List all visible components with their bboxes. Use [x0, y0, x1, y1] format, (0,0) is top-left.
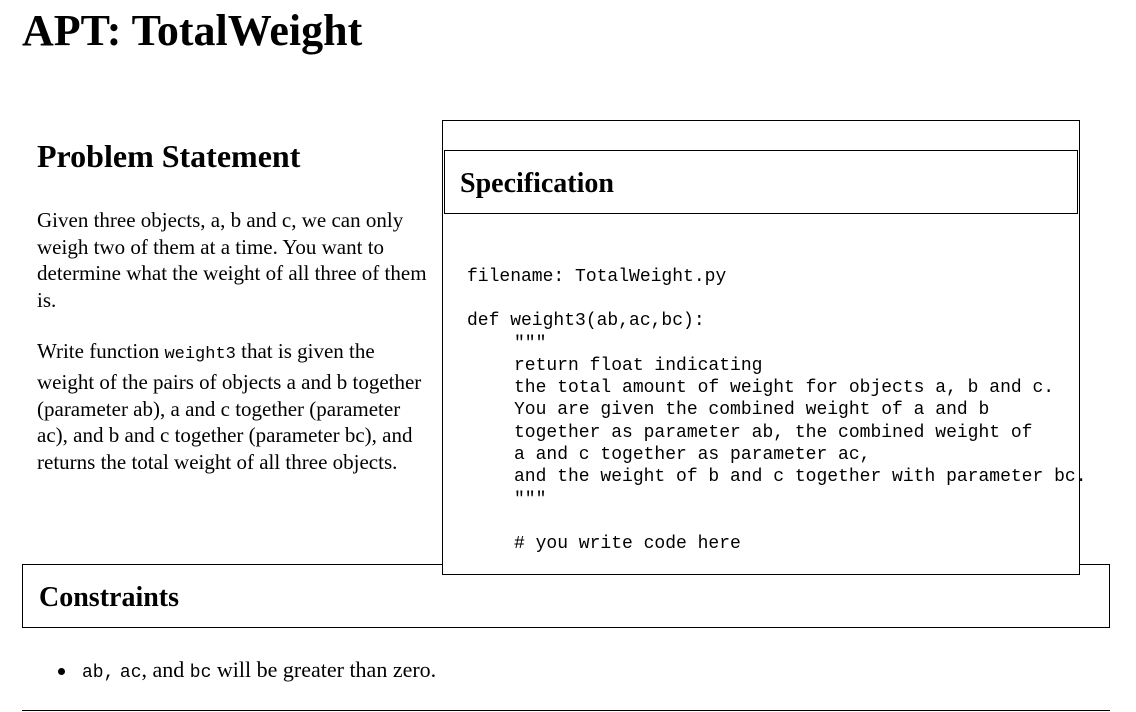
docstring-line: the total amount of weight for objects a, b and c. — [514, 378, 1055, 399]
problem-paragraph-1: Given three objects, a, b and c, we can only weigh two of them at a time. You want to determine what the weight of all three of them is. — [37, 208, 427, 312]
code-comment-line: # you write code here — [514, 533, 741, 554]
constraint-code-bc: bc — [189, 663, 212, 683]
docstring-line: and the weight of b and c together with parameter bc. — [514, 467, 1087, 488]
constraint-item — [0, 656, 436, 687]
problem-statement-heading: Problem Statement — [37, 138, 301, 174]
bottom-divider — [22, 710, 1110, 711]
docstring-line: a and c together as parameter ac, — [514, 445, 871, 466]
page-title: APT: TotalWeight — [22, 6, 363, 55]
def-line: def weight3(ab,ac,bc): — [467, 311, 705, 332]
constraint-code-ab: ab, — [82, 663, 115, 683]
constraint-text-rest: will be greater than zero. — [211, 657, 437, 682]
specification-header-box — [444, 150, 1078, 214]
problem-statement-section — [37, 136, 432, 475]
problem-paragraph-2-body: that is given the weight of the pairs of objects a and b together (parameter ab), a and c together (parameter ac), and b and c together (parameter bc), and returns the total weight of all three objects. — [37, 339, 422, 474]
docstring-line: return float indicating — [514, 355, 763, 376]
constraint-text-and: , and — [141, 657, 190, 682]
filename-line: filename: TotalWeight.py — [467, 267, 727, 287]
specification-heading: Specification — [460, 168, 614, 199]
specification-code-block — [467, 266, 1087, 555]
problem-paragraph-2-intro: Write function — [37, 339, 165, 364]
bullet-icon — [58, 668, 65, 675]
docstring-close: """ — [514, 489, 547, 510]
constraint-code-ac: ac — [119, 663, 142, 683]
docstring-open: """ — [514, 333, 547, 354]
specification-panel — [442, 120, 1087, 575]
problem-paragraph-2 — [37, 338, 432, 475]
docstring-line: You are given the combined weight of a and b — [514, 400, 990, 421]
function-name-code: weight3 — [164, 345, 236, 365]
docstring-line: together as parameter ab, the combined weight of — [514, 422, 1033, 443]
constraints-list — [0, 656, 436, 687]
constraints-heading: Constraints — [39, 582, 180, 613]
